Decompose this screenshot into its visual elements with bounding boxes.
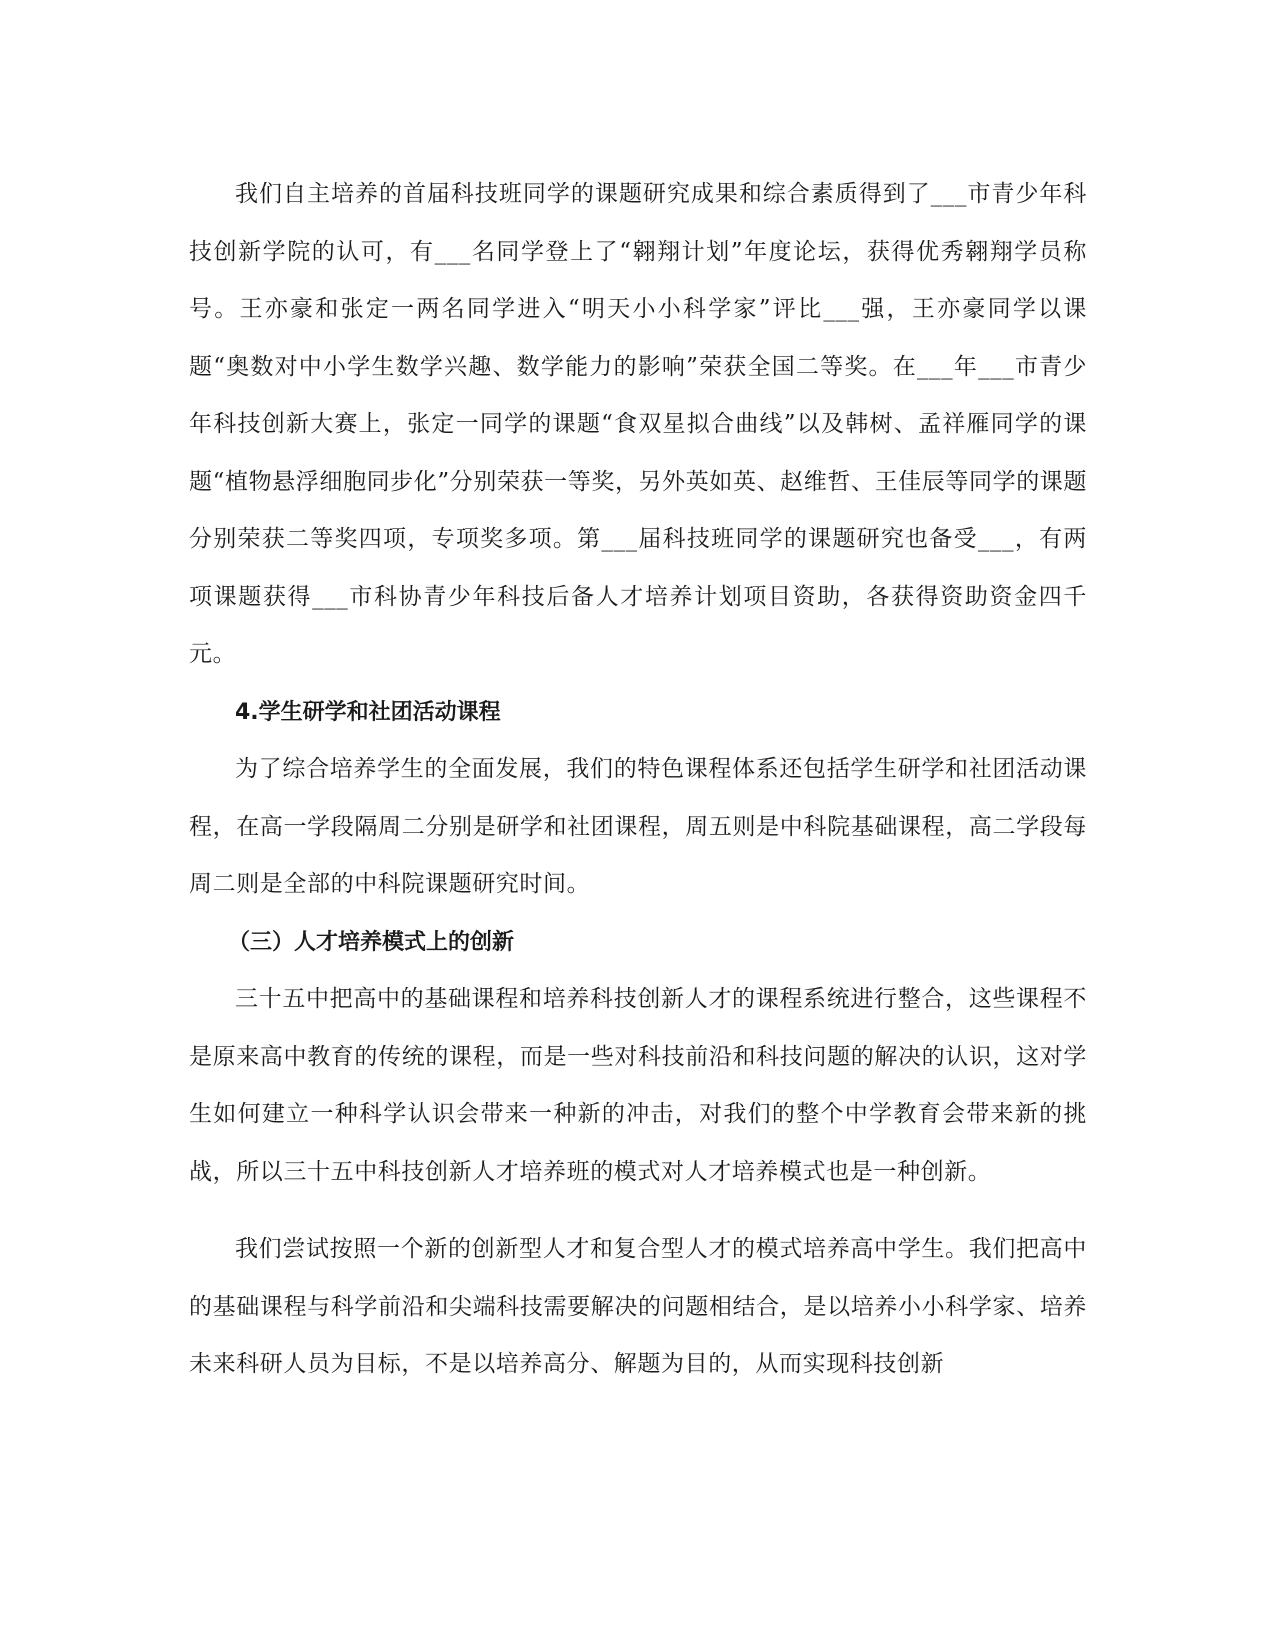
- paragraph-gap: [189, 1201, 1087, 1221]
- paragraph-research-clubs: 为了综合培养学生的全面发展，我们的特色课程体系还包括学生研学和社团活动课程，在高一学段隔周二分别是研学和社团课程，周五则是中科院基础课程，高二学段每周二则是全部的中科院课题研究时间。: [189, 756, 1087, 897]
- document-body: [189, 166, 1087, 1394]
- paragraph-curriculum-integration: 三十五中把高中的基础课程和培养科技创新人才的课程系统进行整合，这些课程不是原来高中教育的传统的课程，而是一些对科技前沿和科技问题的解决的认识，这对学生如何建立一种科学认识会带来一种新的冲击，对我们的整个中学教育会带来新的挑战，所以三十五中科技创新人才培养班的模式对人才培养模式也是一种创新。: [189, 986, 1087, 1185]
- section-heading-talent-model: （三）人才培养模式上的创新: [228, 929, 515, 955]
- paragraph-achievements: 我们自主培养的首届科技班同学的课题研究成果和综合素质得到了___市青少年科技创新学院的认可，有___名同学登上了“翱翔计划”年度论坛，获得优秀翱翔学员称号。王亦豪和张定一两名同学进入“明天小小科学家”评比___强，王亦豪同学以课题“奥数对中小学生数学兴趣、数学能力的影响”荣获全国二等奖。在___年___市青少年科技创新大赛上，张定一同学的课题“食双星拟合曲线”以及韩树、孟祥雁同学的课题“植物悬浮细胞同步化”分别荣获一等奖，另外英如英、赵维哲、王佳辰等同学的课题分别荣获二等奖四项，专项奖多项。第___届科技班同学的课题研究也备受___，有两项课题获得___市科协青少年科技后备人才培养计划项目资助，各获得资助资金四千元。: [189, 181, 1087, 667]
- paragraph-new-model: 我们尝试按照一个新的创新型人才和复合型人才的模式培养高中学生。我们把高中的基础课程与科学前沿和尖端科技需要解决的问题相结合，是以培养小小科学家、培养未来科研人员为目标，不是以培养高分、解题为目的，从而实现科技创新: [189, 1236, 1087, 1377]
- section-heading-research-clubs: 4.学生研学和社团活动课程: [235, 699, 501, 725]
